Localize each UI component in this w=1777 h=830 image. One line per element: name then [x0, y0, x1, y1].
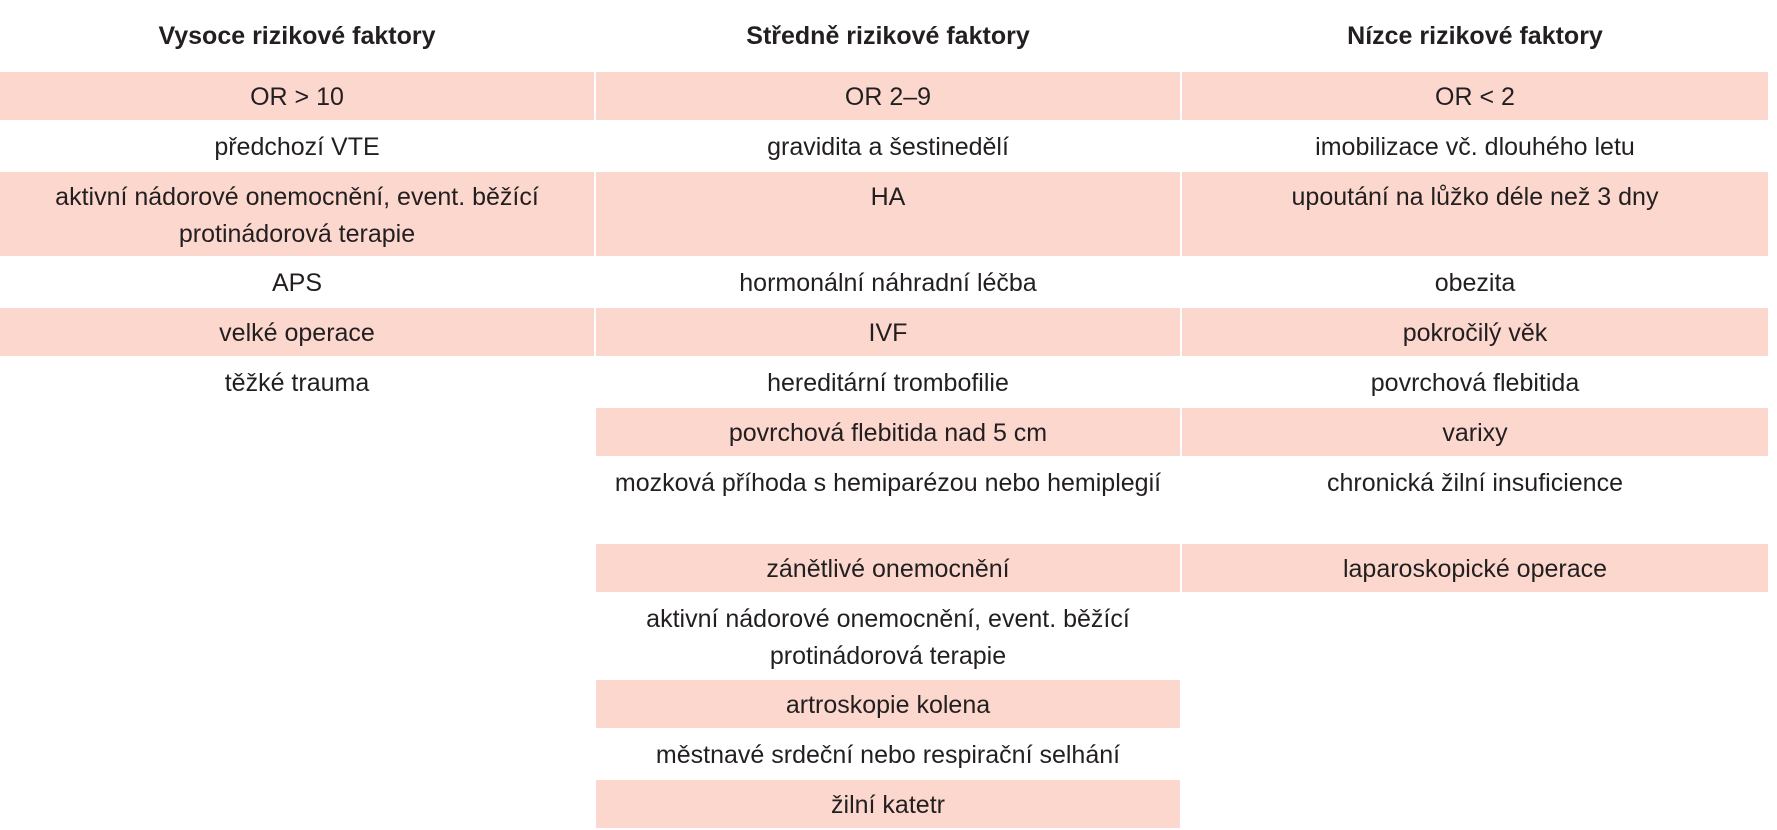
- column-header: Středně rizikové faktory: [746, 21, 1030, 50]
- table-cell: chronická žilní insuficience: [1327, 469, 1623, 497]
- table-cell: žilní katetr: [596, 780, 1180, 828]
- column-medium-risk: [596, 0, 1180, 830]
- table-cell: hormonální náhradní léčba: [739, 269, 1037, 297]
- table-cell: IVF: [596, 308, 1180, 356]
- table-cell: laparoskopické operace: [1182, 544, 1768, 592]
- table-cell: upoutání na lůžko déle než 3 dny: [1182, 172, 1768, 256]
- column-header: Vysoce rizikové faktory: [158, 21, 436, 50]
- table-cell: velké operace: [0, 308, 594, 356]
- table-cell: OR 2–9: [596, 72, 1180, 120]
- column-low-risk: [1182, 0, 1768, 594]
- table-cell: obezita: [1434, 269, 1516, 297]
- column-high-risk: [0, 0, 594, 408]
- table-cell: imobilizace vč. dlouhého letu: [1315, 133, 1635, 161]
- table-cell: těžké trauma: [224, 369, 370, 397]
- table-cell: aktivní nádorové onemocnění, event. běžící protinádorová terapie: [0, 172, 594, 256]
- table-cell: APS: [271, 269, 323, 297]
- table-cell: HA: [596, 172, 1180, 256]
- table-cell: městnavé srdeční nebo respirační selhání: [655, 741, 1121, 769]
- table-cell: povrchová flebitida: [1370, 369, 1580, 397]
- table-cell: mozková příhoda s hemiparézou nebo hemiplegií: [614, 469, 1162, 497]
- table-cell: aktivní nádorové onemocnění, event. běžící protinádorová terapie: [646, 605, 1130, 670]
- table-cell: zánětlivé onemocnění: [596, 544, 1180, 592]
- table-cell: hereditární trombofilie: [767, 369, 1009, 397]
- table-cell: pokročilý věk: [1182, 308, 1768, 356]
- table-cell: gravidita a šestinedělí: [767, 133, 1009, 161]
- table-cell: OR < 2: [1182, 72, 1768, 120]
- table-cell: OR > 10: [0, 72, 594, 120]
- table-cell: povrchová flebitida nad 5 cm: [596, 408, 1180, 456]
- table-cell: varixy: [1182, 408, 1768, 456]
- table-cell: předchozí VTE: [214, 133, 380, 161]
- column-header: Nízce rizikové faktory: [1347, 21, 1603, 50]
- table-cell: artroskopie kolena: [596, 680, 1180, 728]
